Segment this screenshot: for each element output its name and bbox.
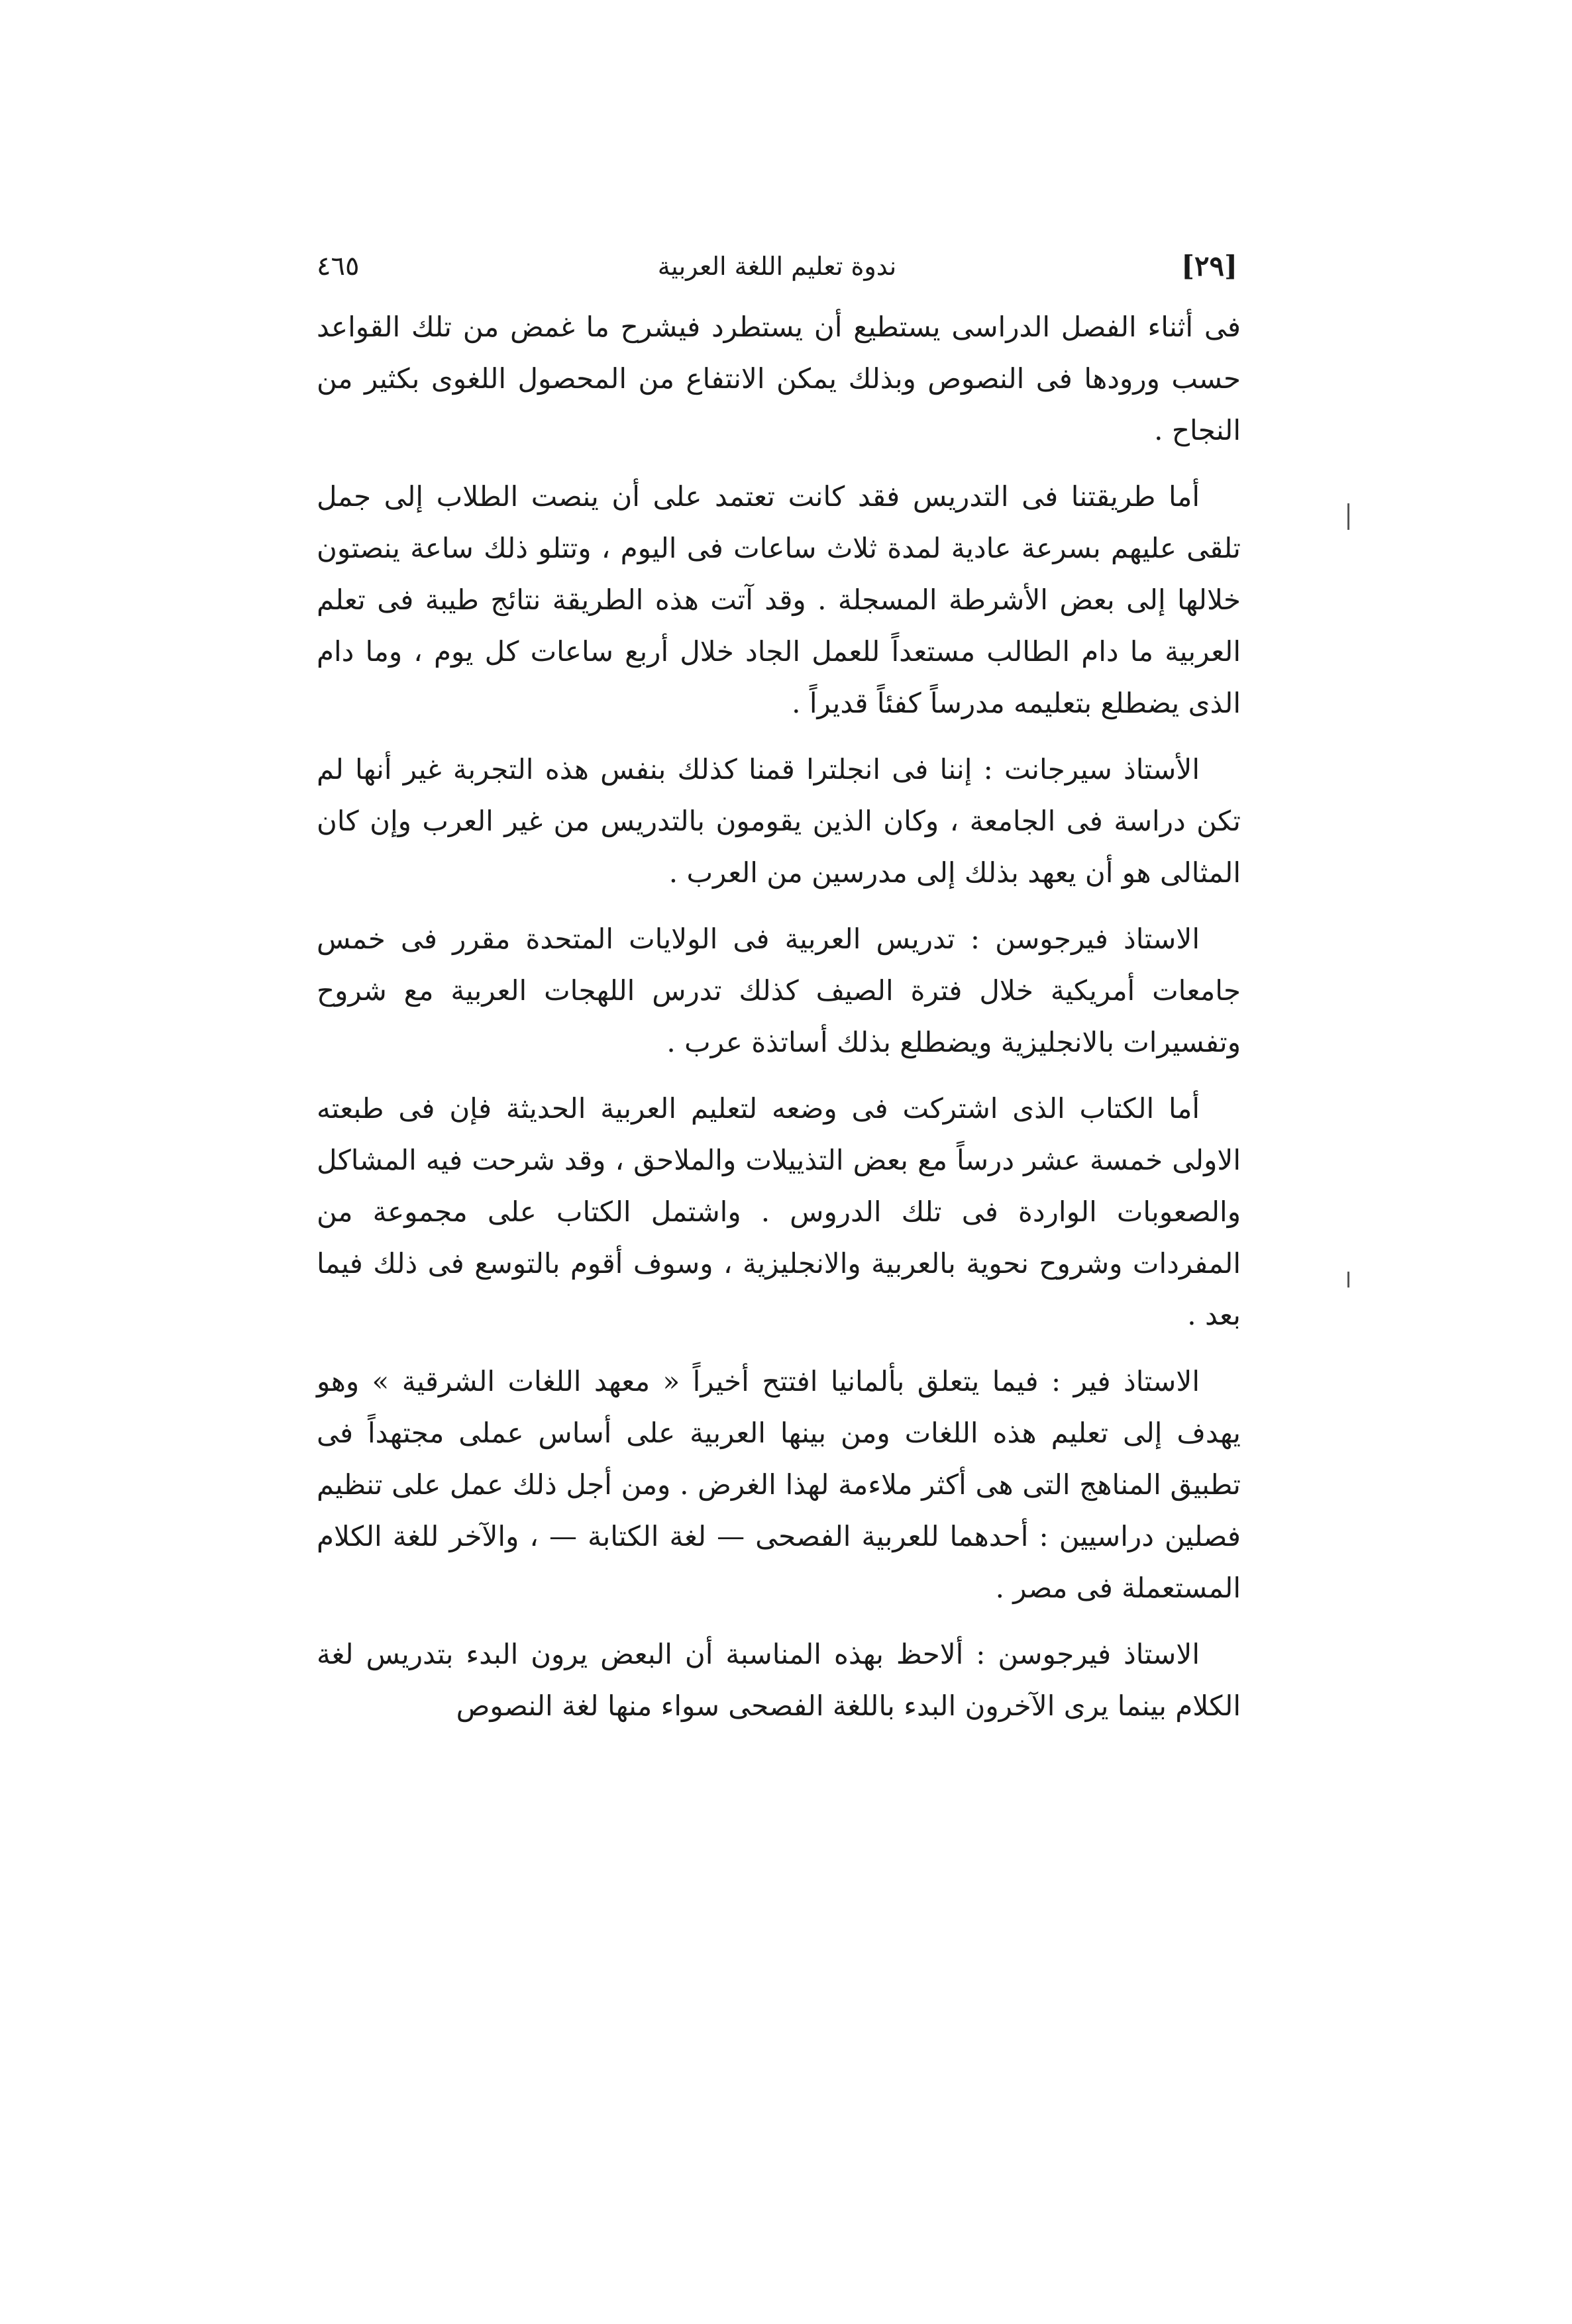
- paragraph-ferguson-2: الاستاذ فيرجوسن : ألاحظ بهذه المناسبة أن البعض يرون البدء بتدريس لغة الكلام بينما يرى الآخرون البدء باللغة الفصحى سواء منها لغة النصوص: [317, 1638, 1241, 1722]
- running-head: [317, 246, 1237, 293]
- paragraph-fer: الاستاذ فير : فيما يتعلق بألمانيا افتتح أخيراً « معهد اللغات الشرقية » وهو يهدف إلى تعليم هذه اللغات ومن بينها العربية على أساس عملى مجتهداً فى تطبيق المناهج التى هى أكثر ملاءمة لهذا الغرض . ومن أجل ذلك عمل على تنظيم فصلين دراسيين : أحدهما للعربية الفصحى — لغة الكتابة — ، والآخر للغة الكلام المستعملة فى مصر .: [317, 1365, 1241, 1604]
- margin-mark-bottom: [1347, 1272, 1349, 1288]
- section-marker: [٢٩]: [1181, 250, 1237, 282]
- body-text: [317, 301, 1241, 1746]
- page-number: ٤٦٥: [317, 251, 360, 281]
- margin-mark-top: [1347, 503, 1349, 530]
- running-title: ندوة تعليم اللغة العربية: [657, 252, 897, 281]
- paragraph-serjeant: الأستاذ سيرجانت : إننا فى انجلترا قمنا كذلك بنفس هذه التجربة غير أنها لم تكن دراسة فى الجامعة ، وكان الذين يقومون بالتدريس من غير العرب وإن كان المثالى هو أن يعهد بذلك إلى مدرسين من العرب .: [317, 753, 1241, 889]
- paragraph-textbook: أما الكتاب الذى اشتركت فى وضعه لتعليم العربية الحديثة فإن فى طبعته الاولى خمسة عشر درساً مع بعض التذييلات والملاحق ، وقد شرحت فيه المشاكل والصعوبات الواردة فى تلك الدروس . واشتمل الكتاب على مجموعة من المفردات وشروح نحوية بالعربية والانجليزية ، وسوف أقوم بالتوسع فى ذلك فيما بعد .: [317, 1092, 1241, 1331]
- paragraph-teaching-method: أما طريقتنا فى التدريس فقد كانت تعتمد على أن ينصت الطلاب إلى جمل تلقى عليهم بسرعة عادية لمدة ثلاث ساعات فى اليوم ، وتتلو ذلك ساعة ينصتون خلالها إلى بعض الأشرطة المسجلة . وقد آتت هذه الطريقة نتائج طيبة فى تعلم العربية ما دام الطالب مستعداً للعمل الجاد خلال أربع ساعات كل يوم ، وما دام الذى يضطلع بتعليمه مدرساً كفئاً قديراً .: [317, 480, 1241, 719]
- paragraph-continuation: فى أثناء الفصل الدراسى يستطيع أن يستطرد فيشرح ما غمض من تلك القواعد حسب ورودها فى النصوص وبذلك يمكن الانتفاع من المحصول اللغوى بكثير من النجاح .: [317, 311, 1241, 446]
- paragraph-ferguson-1: الاستاذ فيرجوسن : تدريس العربية فى الولايات المتحدة مقرر فى خمس جامعات أمريكية خلال فترة الصيف كذلك تدرس اللهجات العربية مع شروح وتفسيرات بالانجليزية ويضطلع بذلك أساتذة عرب .: [317, 923, 1241, 1058]
